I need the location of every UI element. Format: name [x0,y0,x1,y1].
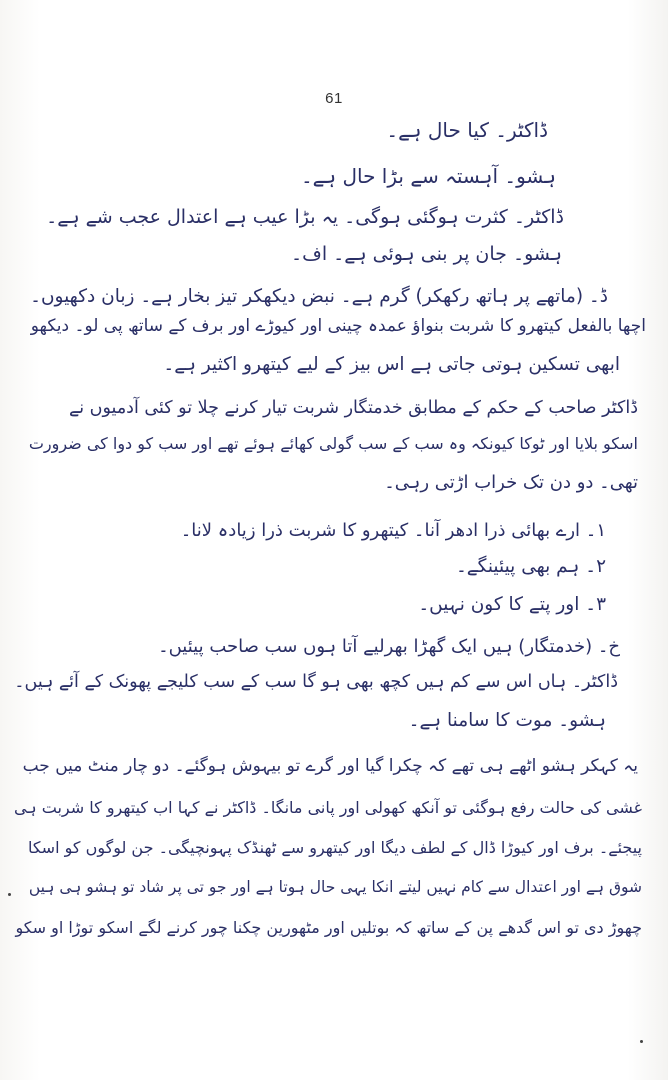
text-line: چھوڑ دی تو اس گدھے پن کے ساتھ کہ بوتلیں اور مٹھورین چکنا چور کرنے لگے اسکو توڑا او سکو [15,918,642,937]
text-line: تھی۔ دو دن تک خراب اڑتی رہی۔ [384,472,638,493]
text-line: ہشو۔ آہستہ سے بڑا حال ہے۔ [300,164,556,188]
text-line: ابھی تسکین ہوتی جاتی ہے اس بیز کے لیے کیتھرو اکثیر ہے۔ [163,354,620,375]
text-line: اچھا بالفعل کیتھرو کا شربت بنواؤ عمدہ چینی اور کیوڑے اور برف کے ساتھ پی لو۔ دیکھو [30,316,646,336]
text-line: غشی کی حالت رفع ہوگئی تو آنکھ کھولی اور پانی مانگا۔ ڈاکٹر نے کہا اب کیتھرو کا شربت ہی [13,798,642,817]
text-line: ۱۔ ارے بھائی ذرا ادھر آنا۔ کیتھرو کا شربت ذرا زیادہ لانا۔ [180,520,606,541]
text-line: شوق ہے اور اعتدال سے کام نہیں لیتے انکا یہی حال ہوتا ہے اور جو تی پر شاد تو ہشو ہی ہیں [28,878,642,896]
ink-speck [640,1040,643,1043]
text-line: پیجئے۔ برف اور کیوڑا ڈال کے لطف دیگا اور کیتھرو سے ٹھنڈک پہونچیگی۔ جن لوگوں کو اسکا [27,838,642,857]
text-line: ہشو۔ جان پر بنی ہوئی ہے۔ اف۔ [291,243,562,265]
text-line: ۳۔ اور پتے کا کون نہیں۔ [418,594,606,615]
text-line: ڈاکٹر۔ کیا حال ہے۔ [386,118,548,142]
page-number: 61 [325,90,343,107]
text-line: ڈاکٹر۔ ہاں اس سے کم ہیں کچھ بھی ہو گا سب کے سب کلیجے پھونک کے آئے ہیں۔ [14,672,618,692]
text-line: یہ کہکر ہشو اٹھے ہی تھے کہ چکرا گیا اور گرے تو بیہوش ہوگئے۔ دو چار منٹ میں جب [22,756,638,776]
text-line: ڈاکٹر۔ کثرت ہوگئی ہوگی۔ یہ بڑا عیب ہے اعتدال عجب شے ہے۔ [46,206,564,228]
ink-speck [8,893,11,896]
text-line: ۲۔ ہم بھی پیئینگے۔ [455,556,606,577]
text-line: ہشو۔ موت کا سامنا ہے۔ [408,710,606,731]
text-line: ڈاکٹر صاحب کے حکم کے مطابق خدمتگار شربت تیار کرنے چلا تو کئی آدمیوں نے [68,398,638,418]
text-line: خ۔ (خدمتگار) ہیں ایک گھڑا بھرلیے آتا ہوں سب صاحب پیئیں۔ [158,636,620,657]
text-line: اسکو بلایا اور ٹوکا کیونکہ وہ سب کے سب گولی کھائے ہوئے تھے اور سب کو دوا کی ضرورت [28,434,638,453]
text-line: ڈ۔ (ماتھے پر ہاتھ رکھکر) گرم ہے۔ نبض دیکھکر تیز بخار ہے۔ زبان دکھیوں۔ [30,286,608,307]
